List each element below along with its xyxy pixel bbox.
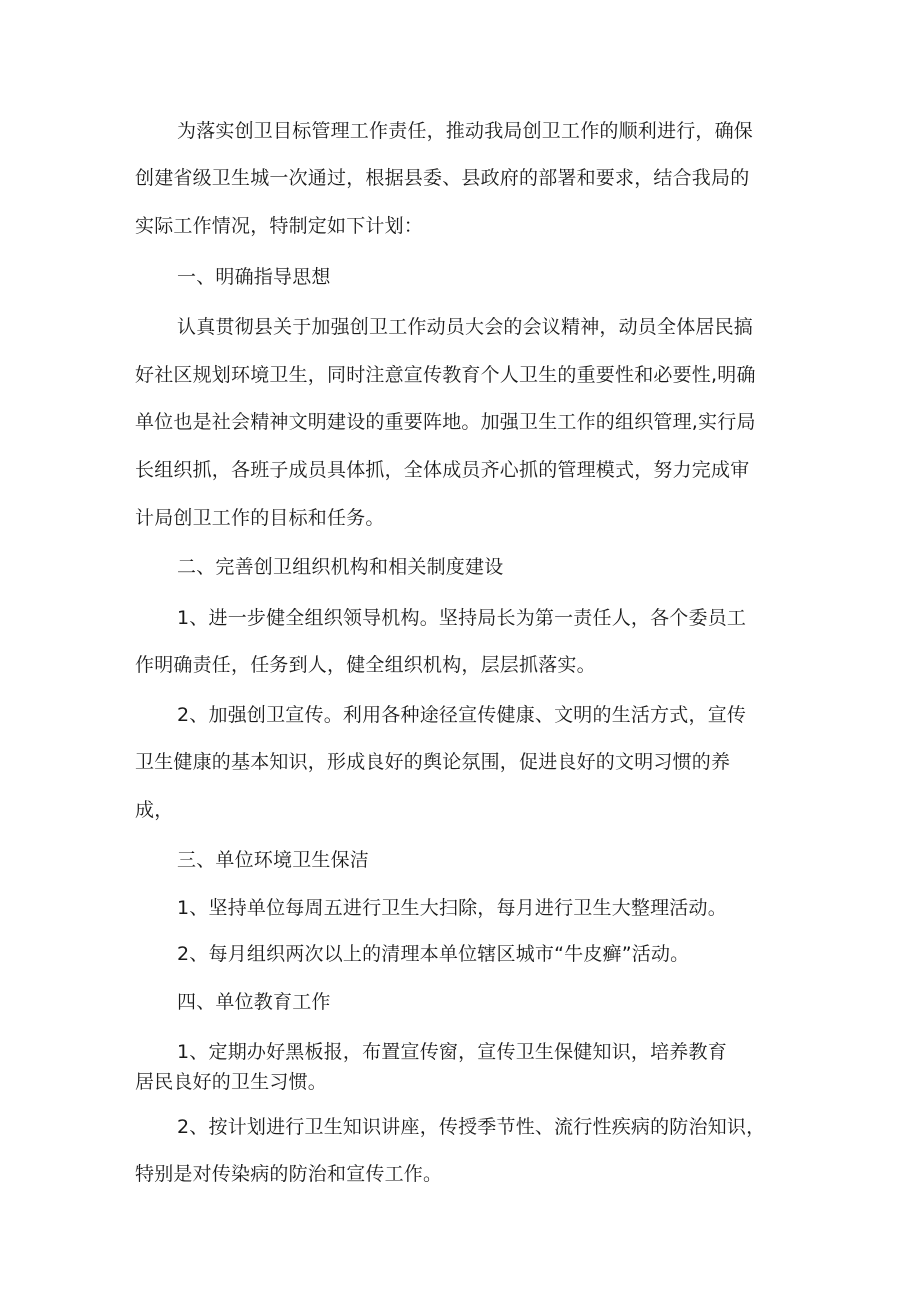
section-4-item-1-line-2: 居民良好的卫生习惯。 (135, 1071, 328, 1093)
section-1-heading: 一、明确指导思想 (177, 266, 331, 288)
intro-line-2: 创建省级卫生城一次通过，根据县委、县政府的部署和要求，结合我局的 (135, 167, 750, 189)
section-3-heading: 三、单位环境卫生保洁 (177, 849, 370, 871)
section-4-heading: 四、单位教育工作 (177, 991, 331, 1013)
section-1-line-5: 计局创卫工作的目标和任务。 (135, 507, 385, 529)
intro-line-3: 实际工作情况，特制定如下计划： (135, 215, 424, 237)
section-3-item-2: 2、每月组织两次以上的清理本单位辖区城市“牛皮癣”活动。 (177, 943, 690, 965)
section-2-item-2-line-2: 卫生健康的基本知识，形成良好的舆论氛围，促进良好的文明习惯的养 (135, 751, 731, 773)
section-2-item-1-line-1: 1、进一步健全组织领导机构。坚持局长为第一责任人，各个委员工 (177, 607, 747, 629)
section-3-item-1: 1、坚持单位每周五进行卫生大扫除，每月进行卫生大整理活动。 (177, 897, 727, 919)
section-4-item-1-line-1: 1、定期办好黑板报，布置宣传窗，宣传卫生保健知识，培养教育 (177, 1041, 727, 1063)
section-2-heading: 二、完善创卫组织机构和相关制度建设 (177, 556, 504, 578)
section-1-line-4: 长组织抓，各班子成员具体抓，全体成员齐心抓的管理模式，努力完成审 (135, 459, 750, 481)
section-4-item-2-line-1: 2、按计划进行卫生知识讲座，传授季节性、流行性疾病的防治知识， (177, 1116, 766, 1138)
section-4-item-2-line-2: 特别是对传染病的防治和宣传工作。 (135, 1163, 443, 1185)
section-1-line-1: 认真贯彻县关于加强创卫工作动员大会的会议精神，动员全体居民搞 (177, 316, 754, 338)
section-2-item-2-line-1: 2、加强创卫宣传。利用各种途径宣传健康、文明的生活方式，宣传 (177, 704, 747, 726)
section-2-item-2-line-3: 成， (135, 799, 174, 821)
section-1-line-2: 好社区规划环境卫生，同时注意宣传教育个人卫生的重要性和必要性,明确 (135, 364, 756, 386)
intro-line-1: 为落实创卫目标管理工作责任，推动我局创卫工作的顺利进行，确保 (177, 120, 754, 142)
section-1-line-3: 单位也是社会精神文明建设的重要阵地。加强卫生工作的组织管理,实行局 (135, 411, 756, 433)
section-2-item-1-line-2: 作明确责任，任务到人，健全组织机构，层层抓落实。 (135, 654, 596, 676)
